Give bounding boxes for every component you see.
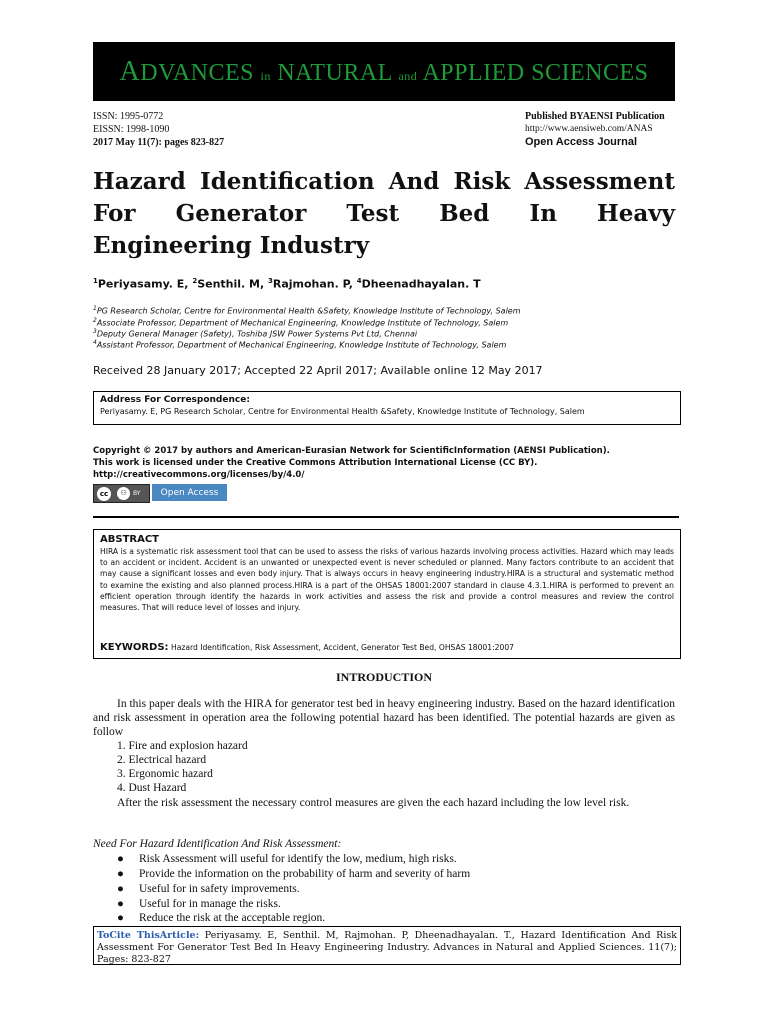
affiliation — [93, 317, 508, 328]
affiliation-text: Assistant Professor, Department of Mechanical Engineering, Knowledge Institute of Technology, Salem — [96, 340, 507, 350]
hazard-item: 1. Fire and explosion hazard — [117, 740, 248, 752]
bullet-text: Provide the information on the probability of harm and severity of harm — [139, 868, 471, 880]
journal-name-part1: DVANCES — [140, 59, 254, 86]
journal-name-in: in — [260, 68, 271, 83]
affiliation-text: PG Research Scholar, Centre for Environmental Health &Safety, Knowledge Institute of Technology, Salem — [96, 306, 521, 316]
affiliation-sup: 2 — [93, 317, 97, 324]
author-list — [93, 277, 481, 291]
author-sup: 1 — [93, 277, 98, 285]
keywords — [100, 642, 514, 653]
intro-paragraph: In this paper deals with the HIRA for generator test bed in heavy engineering industry. Based on the hazard identification and risk assessment in operation area the following potential hazard has been identified. The potential hazards are given as follow — [93, 698, 675, 738]
introduction-heading: INTRODUCTION — [335, 670, 432, 684]
author-sup: 4 — [356, 277, 362, 285]
citation-label: ToCite ThisArticle: — [97, 930, 200, 941]
bullet-text: Reduce the risk at the acceptable region. — [139, 912, 326, 924]
keywords-list: Hazard Identification, Risk Assessment, Accident, Generator Test Bed, OHSAS 18001:2007 — [170, 643, 514, 652]
author-name: Rajmohan. P, — [272, 277, 357, 291]
bullet-item — [117, 912, 325, 924]
bullet-item — [117, 868, 470, 880]
journal-name-part2: NATURAL — [277, 59, 392, 86]
affiliation-sup: 4 — [93, 339, 97, 346]
eissn: EISSN: 1998-1090 — [93, 124, 170, 135]
keywords-label: KEYWORDS: — [100, 642, 169, 653]
citation-box — [93, 926, 681, 965]
bullet-text: Useful for in safety improvements. — [139, 883, 300, 895]
journal-banner — [93, 42, 675, 101]
journal-name — [120, 56, 649, 88]
intro-paragraph-2: After the risk assessment the necessary control measures are given the each hazard including the low level risk. — [117, 797, 630, 809]
hazard-item: 3. Ergonomic hazard — [117, 768, 213, 780]
author-name: Dheenadhayalan. T — [361, 277, 481, 291]
publisher: Published BYAENSI Publication — [525, 111, 665, 122]
abstract-heading: ABSTRACT — [100, 534, 159, 545]
open-access-journal: Open Access Journal — [525, 136, 638, 148]
by-label: BY — [133, 490, 141, 497]
publisher-url[interactable]: http://www.aensiweb.com/ANAS — [525, 124, 653, 134]
issn: ISSN: 1995-0772 — [93, 111, 164, 122]
bullet-text: Risk Assessment will useful for identify the low, medium, high risks. — [139, 853, 457, 865]
by-icon: ⚇ — [117, 487, 130, 500]
issn-block — [93, 110, 224, 149]
bullet-text: Useful for in manage the risks. — [139, 898, 281, 910]
subsection-heading: Need For Hazard Identification And Risk Assessment: — [93, 838, 342, 850]
copyright-line: Copyright © 2017 by authors and American-Eurasian Network for ScientificInformation (AENSI Publication). — [93, 446, 610, 456]
open-access-badge[interactable]: Open Access — [152, 484, 227, 501]
author-sup: 2 — [192, 277, 198, 285]
affiliation-text: Deputy General Manager (Safety), Toshiba JSW Power Systems Pvt Ltd, Chennai — [96, 329, 418, 339]
abstract-box — [93, 529, 681, 659]
bullet-item — [117, 898, 281, 910]
affiliation — [93, 305, 521, 316]
affiliation-text: Associate Professor, Department of Mechanical Engineering, Knowledge Institute of Technology, Salem — [96, 318, 509, 328]
bullet-icon: ● — [117, 898, 124, 910]
hazard-item: 4. Dust Hazard — [117, 782, 187, 794]
affiliation — [93, 328, 417, 339]
bullet-item — [117, 883, 300, 895]
affiliation — [93, 339, 506, 350]
correspondence-box — [93, 391, 681, 425]
issue-pages: 2017 May 11(7): pages 823-827 — [93, 137, 225, 148]
affiliation-sup: 1 — [93, 305, 97, 312]
section-divider — [93, 516, 679, 518]
hazard-item: 2. Electrical hazard — [117, 754, 207, 766]
cc-icon: cc — [97, 487, 111, 501]
paper-title: Hazard Identification And Risk Assessment For Generator Test Bed In Heavy Engineering Industry — [93, 168, 675, 259]
license-line: This work is licensed under the Creative Commons Attribution International License (CC BY). — [93, 458, 538, 468]
bullet-icon: ● — [117, 883, 124, 895]
citation-text — [97, 930, 677, 966]
publication-dates: Received 28 January 2017; Accepted 22 April 2017; Available online 12 May 2017 — [93, 364, 543, 377]
abstract-body: HIRA is a systematic risk assessment tool that can be used to assess the risks of various hazards involving process activities. Hazard which may leads to an accident or incident. Accident is an unwanted or unexpected event is never scheduled or planned. Many factors contribute to an accident that may cause a significant losses and even body injury. That is always occurs in heavy engineering industry.HIRA is a structural and systematic method to examine the existing and also planned process.HIRA is a part of the OHSAS 18001:2007 standard in clause 4.3.1.HIRA is performed to prevent an efficient operation through identify the hazards in work activities and assess the risk and provide a control measures and review the control measures. That will reduce level of losses and injury. — [100, 547, 674, 613]
bullet-item — [117, 853, 457, 865]
correspondence-body: Periyasamy. E, PG Research Scholar, Centre for Environmental Health &Safety, Knowledge Institute of Technology, Salem — [100, 407, 585, 416]
license-link[interactable]: http://creativecommons.org/licenses/by/4.0/ — [93, 470, 305, 480]
affiliation-sup: 3 — [93, 328, 97, 335]
correspondence-heading: Address For Correspondence: — [100, 395, 250, 405]
journal-name-part3: APPLIED SCIENCES — [422, 59, 649, 86]
publisher-block — [525, 110, 675, 149]
journal-name-and: and — [398, 68, 418, 83]
author-sup: 3 — [268, 277, 273, 285]
author-name: Periyasamy. E, — [97, 277, 193, 291]
bullet-icon: ● — [117, 912, 124, 924]
author-name: Senthil. M, — [197, 277, 268, 291]
citation-body: Periyasamy. E, Senthil. M, Rajmohan. P, Dheenadhayalan. T., Hazard Identification And Risk Assessment For Generator Test Bed In Heavy Engineering Industry. Advances in Natural and Applied Sciences. 11(7); Pages: 823-827 — [97, 930, 678, 965]
bullet-icon: ● — [117, 868, 124, 880]
journal-name-initial: A — [119, 55, 141, 87]
cc-by-badge[interactable] — [93, 484, 150, 503]
bullet-icon: ● — [117, 853, 124, 865]
